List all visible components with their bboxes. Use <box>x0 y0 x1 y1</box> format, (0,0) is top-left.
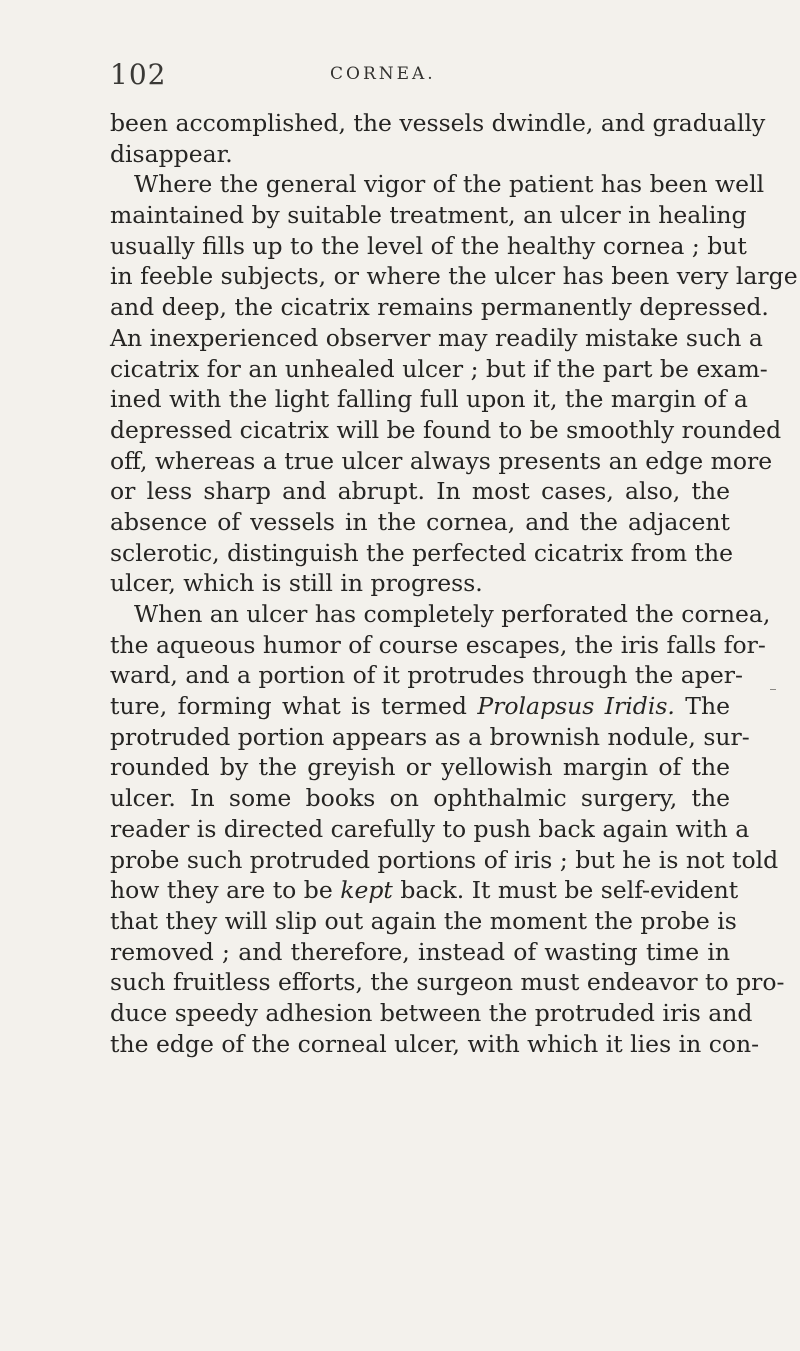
text-fragment: The <box>674 692 731 721</box>
text-line: off, whereas a true ulcer always presents an edge more <box>110 446 773 475</box>
text-line: such fruitless efforts, the surgeon must endeavor to pro- <box>110 968 785 997</box>
running-head <box>110 58 730 98</box>
text-line: removed ; and therefore, instead of wasting time in <box>110 937 730 966</box>
text-line: ined with the light falling full upon it, the margin of a <box>110 385 748 414</box>
text-line: disappear. <box>110 139 233 168</box>
text-line: rounded by the greyish or yellowish margin of the <box>110 753 730 782</box>
text-fragment: back. It must be self-evident <box>392 876 739 905</box>
text-line: ward, and a portion of it protrudes through the aper- <box>110 661 743 690</box>
text-line: usually fills up to the level of the healthy cornea ; but <box>110 231 747 260</box>
text-line: ulcer. In some books on ophthalmic surgery, the <box>110 784 730 813</box>
text-line: or less sharp and abrupt. In most cases, also, the <box>110 477 730 506</box>
text-line <box>110 691 730 722</box>
running-title: CORNEA. <box>330 64 436 84</box>
page-number: 102 <box>110 58 167 91</box>
body-text <box>110 108 798 1059</box>
text-line: reader is directed carefully to push back again with a <box>110 814 750 843</box>
text-line: maintained by suitable treatment, an ulcer in healing <box>110 201 747 230</box>
text-line: that they will slip out again the moment the probe is <box>110 906 737 935</box>
text-line: When an ulcer has completely perforated the cornea, <box>134 600 771 628</box>
text-line: absence of vessels in the cornea, and the adjacent <box>110 507 730 536</box>
text-line: cicatrix for an unhealed ulcer ; but if the part be exam- <box>110 354 768 383</box>
text-fragment: how they are to be <box>110 876 341 905</box>
term-prolapsus-iridis: Prolapsus Iridis. <box>477 692 675 721</box>
emphasis-kept: kept <box>340 876 393 905</box>
text-line: the aqueous humor of course escapes, the iris falls for- <box>110 630 766 659</box>
text-line: been accomplished, the vessels dwindle, and gradually <box>110 109 766 137</box>
text-line: and deep, the cicatrix remains permanently depressed. <box>110 293 769 322</box>
text-line: duce speedy adhesion between the protruded iris and <box>110 998 753 1027</box>
margin-mark <box>770 689 776 690</box>
text-line: sclerotic, distinguish the perfected cicatrix from the <box>110 538 734 567</box>
text-line <box>110 875 739 906</box>
text-line: probe such protruded portions of iris ; but he is not told <box>110 845 779 874</box>
text-line: protruded portion appears as a brownish nodule, sur- <box>110 722 750 751</box>
text-line: depressed cicatrix will be found to be smoothly rounded <box>110 415 782 444</box>
text-line: ulcer, which is still in progress. <box>110 569 483 598</box>
text-line: An inexperienced observer may readily mistake such a <box>110 323 763 352</box>
text-line: the edge of the corneal ulcer, with which it lies in con- <box>110 1029 760 1058</box>
text-line: in feeble subjects, or where the ulcer has been very large <box>110 262 798 291</box>
text-fragment: ture, forming what is termed <box>110 692 478 721</box>
text-line: Where the general vigor of the patient has been well <box>134 170 765 199</box>
